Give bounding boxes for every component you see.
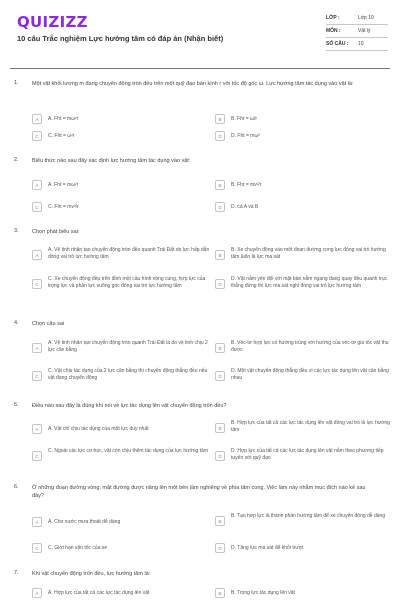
option-letter-box: B	[215, 250, 225, 260]
option-letter-box: D	[215, 451, 225, 461]
option-letter-box: C	[32, 202, 42, 212]
answer-option-d[interactable]	[215, 368, 390, 382]
worksheet-header	[0, 0, 400, 70]
answer-option-d[interactable]	[215, 276, 390, 290]
answer-option-c[interactable]	[32, 368, 212, 382]
option-text: C. Fht = ω²r	[48, 132, 75, 139]
question-text: Chọn phát biểu sai:	[32, 229, 80, 235]
question-text: Ở những đoạn đường vòng, mặt đường được nâng lên một bên làm nghiêng về phía tâm cong. Việc làm này nhằm mục đích nào kể sau đây?	[32, 485, 366, 499]
option-text: B. Fht = ω/r	[231, 115, 257, 122]
question-text: Một vật khối lượng m đang chuyển động tròn đều trên một quỹ đạo bán kính r với tốc độ góc ω. Lực hướng tâm tác dụng vào vật là:	[32, 81, 354, 87]
option-text: D. cả A và B	[231, 203, 259, 210]
answer-option-a[interactable]	[32, 588, 212, 598]
answer-option-a[interactable]	[32, 340, 212, 354]
answer-option-b[interactable]	[215, 588, 390, 598]
option-letter-box: D	[215, 279, 225, 289]
option-letter-box: B	[215, 114, 225, 124]
option-letter-box: B	[215, 423, 225, 433]
answer-option-a[interactable]	[32, 517, 212, 527]
option-text: C. Fht = mv²/r	[48, 203, 79, 210]
question-text: Biểu thức nào sau đây xác định lực hướng tâm tác dụng vào vật:	[32, 158, 191, 164]
option-text: B. Véc-tơ hợp lực có hướng trùng với hướng của véc-tơ gia tốc vật thu được	[231, 340, 389, 353]
answer-option-d[interactable]	[215, 202, 385, 212]
option-text: B. Trọng lực tác dụng lên vật	[231, 589, 295, 596]
question-number: 2.	[14, 157, 19, 163]
option-letter-box: A	[32, 343, 42, 353]
option-letter-box: B	[215, 588, 225, 598]
option-letter-box: D	[215, 371, 225, 381]
meta-value: Vật lý	[358, 28, 371, 34]
option-letter-box: C	[32, 131, 42, 141]
answer-option-b[interactable]	[215, 420, 390, 434]
answer-option-a[interactable]	[32, 180, 202, 190]
option-text: C. Xe chuyển động đều trên đỉnh một cầu hình vòng cung, hợp lực của trọng lực và phản lực vuông góc đóng vai trò lực hướng tâm	[48, 276, 206, 289]
option-letter-box: A	[32, 588, 42, 598]
answer-option-c[interactable]	[32, 448, 212, 461]
answer-option-d[interactable]	[215, 131, 385, 141]
header-divider	[10, 68, 390, 69]
answer-option-b[interactable]	[215, 114, 385, 124]
question-text: Chọn câu sai	[32, 321, 65, 327]
option-text: A. Vệ tinh nhân tạo chuyển động tròn đều quanh Trái Đất do lực hấp dẫn đóng vai trò lực hướng tâm	[48, 247, 210, 260]
answer-option-a[interactable]	[32, 424, 212, 434]
option-letter-box: A	[32, 424, 42, 434]
option-letter-box: B	[215, 180, 225, 190]
option-text: B. Tạo hợp lực là thành phần hướng tâm để xe chuyển động dễ dàng	[231, 513, 386, 519]
meta-value: 10	[358, 41, 364, 47]
question-number: 7.	[14, 570, 19, 576]
option-text: B. Hợp lực của tất cả các lực tác dụng lên vật đóng vai trò là lực hướng tâm	[231, 420, 390, 433]
answer-option-d[interactable]	[215, 448, 390, 462]
answer-option-c[interactable]	[32, 543, 212, 553]
option-letter-box: A	[32, 114, 42, 124]
option-text: A. Cho nước mưa thoát dễ dàng	[48, 518, 121, 525]
answer-option-a[interactable]	[32, 247, 212, 261]
answer-option-c[interactable]	[32, 276, 212, 290]
option-letter-box: C	[32, 451, 42, 461]
option-text: D. Vật nằm yên đối với mặt bàn nằm ngang đang quay đều quanh trục thẳng đứng thì lực ma sát nghỉ đóng vai trò lực hướng tâm	[231, 276, 388, 289]
meta-row-count	[326, 38, 388, 51]
question-text: Điều nào sau đây là đúng khi nói về lực tác dụng lên vật chuyển động tròn đều?	[32, 403, 227, 409]
option-letter-box: C	[32, 279, 42, 289]
option-text: A. Hợp lực của tất cả các lực tác dụng lên vật	[48, 589, 150, 596]
answer-option-b[interactable]	[215, 180, 385, 190]
option-text: A. Vệ tinh nhân tạo chuyển động tròn quanh Trái Đất là do vệ tinh chịu 2 lực cân bằng	[48, 340, 208, 353]
meta-key: MÔN :	[326, 28, 341, 34]
option-letter-box: A	[32, 180, 42, 190]
meta-key: LỚP :	[326, 15, 340, 21]
question-text: Khi vật chuyển động tròn đều, lực hướng tâm là:	[32, 571, 151, 577]
answer-option-d[interactable]	[215, 543, 390, 553]
question-number: 1.	[14, 80, 19, 86]
meta-value: Lớp 10	[358, 15, 374, 21]
answer-option-b[interactable]	[215, 340, 390, 354]
option-letter-box: D	[215, 131, 225, 141]
option-text: B. Xe chuyển động vào một đoạn đường cong lực đóng vai trò hướng tâm luôn là lực ma sát	[231, 247, 386, 260]
option-text: C. Vật chịu tác dụng của 2 lực cân bằng thì chuyển động thẳng đều nếu vật đang chuyển động	[48, 368, 208, 381]
answer-option-c[interactable]	[32, 202, 202, 212]
meta-key: SỐ CÂU :	[326, 41, 349, 47]
option-letter-box: B	[215, 516, 225, 526]
worksheet-meta	[326, 12, 388, 51]
option-text: D. Một vật chuyển động thẳng đều vì các lực tác dụng lên vật cân bằng nhau	[231, 368, 389, 381]
question-number: 3.	[14, 228, 19, 234]
quizizz-logo: QUIZIZZ	[17, 13, 88, 31]
answer-option-a[interactable]	[32, 114, 202, 124]
meta-row-subject	[326, 25, 388, 38]
answer-option-c[interactable]	[32, 131, 202, 141]
option-text: D. Hợp lực của tất cả các lực tác dụng lên vật nằm theo phương tiếp tuyến với quỹ đạo	[231, 448, 384, 461]
option-text: A. Vật chỉ chịu tác dụng của một lực duy nhất	[48, 425, 149, 432]
question-number: 6.	[14, 484, 19, 490]
option-letter-box: A	[32, 517, 42, 527]
option-text: B. Fht = mv²/r	[231, 181, 262, 188]
option-text: A. Fht = mω²r	[48, 181, 79, 188]
option-letter-box: D	[215, 543, 225, 553]
question-number: 4.	[14, 320, 19, 326]
option-text: D. Tăng lực ma sát để khỏi trượt	[231, 544, 304, 551]
option-letter-box: B	[215, 343, 225, 353]
option-letter-box: D	[215, 202, 225, 212]
page-title: 10 câu Trắc nghiệm Lực hướng tâm có đáp án (Nhận biết)	[17, 34, 224, 43]
option-letter-box: C	[32, 371, 42, 381]
option-letter-box: C	[32, 543, 42, 553]
answer-option-b[interactable]	[215, 247, 390, 261]
answer-option-b[interactable]	[215, 513, 390, 526]
option-text: A. Fht = mω²r	[48, 115, 79, 122]
meta-row-class	[326, 12, 388, 25]
option-text: C. Giới hạn vận tốc của xe	[48, 544, 108, 551]
option-text: D. Fht = mω²	[231, 132, 261, 139]
option-text: C. Ngoài các lực cơ học, vật còn chịu thêm tác dụng của lực hướng tâm	[48, 448, 209, 454]
question-number: 5.	[14, 402, 19, 408]
option-letter-box: A	[32, 250, 42, 260]
